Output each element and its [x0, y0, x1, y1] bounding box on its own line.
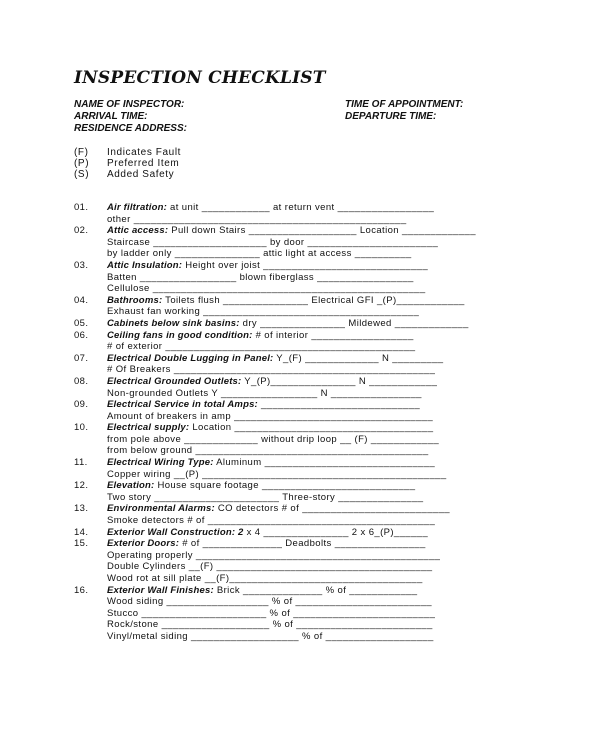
arrival-time-label: ARRIVAL TIME:	[74, 111, 148, 122]
legend-row	[74, 147, 181, 159]
item-line	[107, 596, 574, 608]
item-text: by ladder only _______________ attic light at access __________	[107, 248, 412, 260]
item-line	[107, 237, 574, 249]
item-label: Bathrooms:	[107, 294, 163, 306]
item-lines	[107, 503, 574, 526]
item-text: Brick ______________ % of ____________	[213, 584, 418, 596]
item-line	[107, 550, 574, 562]
item-line	[107, 248, 574, 260]
item-label: Exterior Wall Finishes:	[107, 584, 214, 596]
item-text: Toilets flush _______________ Electrical GFI _(P)____________	[162, 294, 465, 306]
item-label: Electrical Grounded Outlets:	[107, 375, 242, 387]
item-line	[107, 515, 574, 527]
item-lines	[107, 225, 574, 260]
item-lines	[107, 480, 574, 503]
legend-code: (P)	[74, 158, 90, 169]
item-text: Amount of breakers in amp ___________________________________	[107, 410, 434, 422]
item-text: from pole above _____________ without drip loop __ (F) ____________	[107, 433, 440, 445]
item-text: Smoke detectors # of ________________________________________	[107, 515, 436, 527]
item-text: other ________________________________________________	[107, 213, 407, 225]
item-lines	[107, 585, 574, 643]
item-text: Non-grounded Outlets Y _________________ N ________________	[107, 387, 422, 399]
legend-row	[74, 158, 179, 170]
item-label: Electrical supply:	[107, 422, 190, 434]
item-text: Cellulose ________________________________________________	[107, 283, 426, 295]
item-lines	[107, 527, 574, 539]
legend-text: Added Safety	[107, 169, 175, 180]
item-text: Wood rot at sill plate __(F)__________________________________	[107, 573, 423, 584]
item-line	[107, 469, 574, 481]
item-line	[107, 295, 574, 307]
item-line	[107, 202, 574, 214]
item-number: 09.	[74, 399, 89, 411]
item-number: 14.	[74, 526, 89, 538]
item-number: 01.	[74, 202, 89, 213]
item-lines	[107, 538, 574, 584]
residence-address-label: RESIDENCE ADDRESS:	[74, 123, 187, 134]
item-number: 07.	[74, 352, 89, 364]
checklist-item	[74, 399, 574, 422]
item-line	[107, 573, 574, 585]
item-line	[107, 631, 574, 643]
item-lines	[107, 422, 574, 457]
item-text: Vinyl/metal siding ___________________ % of ___________________	[107, 630, 434, 642]
item-text: Y_(F) _____________ N _________	[273, 352, 444, 364]
item-line	[107, 480, 574, 492]
item-text: dry _______________ Mildewed _____________	[239, 317, 469, 329]
item-text: from below ground _________________________________________	[107, 445, 429, 457]
item-text: Height over joist _____________________________	[182, 259, 429, 271]
page-title: INSPECTION CHECKLIST	[74, 68, 326, 88]
item-number: 05.	[74, 317, 89, 329]
item-label: Environmental Alarms:	[107, 503, 215, 515]
item-line	[107, 306, 574, 318]
item-lines	[107, 457, 574, 480]
item-number: 15.	[74, 538, 89, 550]
legend-text: Preferred Item	[107, 158, 180, 169]
item-label: Exterior Wall Construction: 2	[107, 526, 244, 538]
item-text: CO detectors # of __________________________	[214, 503, 450, 515]
item-line	[107, 272, 574, 284]
item-line	[107, 608, 574, 620]
item-text: Copper wiring __(P) ___________________________________________	[107, 468, 447, 480]
item-label: Ceiling fans in good condition:	[107, 329, 253, 341]
checklist-item	[74, 503, 574, 526]
item-line	[107, 445, 574, 457]
item-text: Wood siding __________________ % of ________________________	[107, 596, 432, 608]
legend-code: (S)	[74, 169, 90, 180]
item-text: Aluminum ______________________________	[213, 457, 436, 469]
item-text: ____________________________	[257, 399, 421, 411]
checklist-item	[74, 295, 574, 318]
item-line	[107, 318, 574, 330]
item-text: Double Cylinders __(F) ______________________________________	[107, 561, 433, 573]
item-number: 06.	[74, 329, 89, 341]
checklist-item	[74, 260, 574, 295]
checklist-item	[74, 538, 574, 584]
item-line	[107, 260, 574, 272]
checklist-item	[74, 422, 574, 457]
item-label: Elevation:	[107, 480, 155, 492]
item-lines	[107, 353, 574, 376]
item-lines	[107, 295, 574, 318]
legend-row	[74, 169, 174, 181]
item-number: 08.	[74, 375, 89, 387]
item-label: Attic access:	[107, 225, 169, 237]
item-text: Exhaust fan working ______________________________________	[107, 306, 420, 318]
item-lines	[107, 260, 574, 295]
item-lines	[107, 399, 574, 422]
legend-text: Indicates Fault	[107, 147, 182, 158]
item-line	[107, 364, 574, 376]
departure-time-label: DEPARTURE TIME:	[345, 111, 437, 122]
item-text: Pull down Stairs ___________________ Location _____________	[168, 225, 476, 237]
item-text: Stucco ______________________ % of _________________________	[107, 607, 436, 619]
checklist-item	[74, 457, 574, 480]
item-text: Y_(P)_______________ N ____________	[241, 375, 438, 387]
checklist-item	[74, 480, 574, 503]
checklist-item	[74, 585, 574, 643]
item-text: at unit ____________ at return vent _________________	[167, 202, 435, 213]
item-number: 04.	[74, 294, 89, 306]
item-line	[107, 283, 574, 295]
item-label: Electrical Double Lugging in Panel:	[107, 352, 274, 364]
item-line	[107, 434, 574, 446]
item-line	[107, 422, 574, 434]
item-text: Rock/stone ___________________ % of ________________________	[107, 619, 433, 631]
checklist-items	[74, 202, 574, 643]
item-line	[107, 503, 574, 515]
checklist-item	[74, 202, 574, 225]
checklist-item	[74, 225, 574, 260]
item-text: Batten _________________ blown fiberglass _________________	[107, 271, 414, 283]
item-text: Two story ______________________ Three-story _______________	[107, 491, 424, 503]
item-line	[107, 214, 574, 226]
item-lines	[107, 318, 574, 330]
item-line	[107, 225, 574, 237]
item-label: Attic Insulation:	[107, 259, 183, 271]
item-text: Operating properly ___________________________________________	[107, 549, 441, 561]
checklist-item	[74, 376, 574, 399]
checklist-item	[74, 318, 574, 330]
item-text: x 4 _______________ 2 x 6_(P)______	[243, 526, 429, 538]
item-line	[107, 376, 574, 388]
item-line	[107, 411, 574, 423]
item-label: Electrical Wiring Type:	[107, 457, 214, 469]
item-line	[107, 561, 574, 573]
legend-code: (F)	[74, 147, 89, 158]
checklist-item	[74, 527, 574, 539]
item-text: Staircase ____________________ by door _______________________	[107, 236, 439, 248]
item-line	[107, 527, 574, 539]
item-number: 02.	[74, 225, 89, 237]
item-line	[107, 619, 574, 631]
item-label: Electrical Service in total Amps:	[107, 399, 258, 411]
item-lines	[107, 376, 574, 399]
item-line	[107, 538, 574, 550]
item-line	[107, 341, 574, 353]
item-text: # of ______________ Deadbolts ________________	[179, 538, 426, 550]
item-number: 13.	[74, 503, 89, 515]
name-of-inspector-label: NAME OF INSPECTOR:	[74, 99, 185, 110]
time-of-appointment-label: TIME OF APPOINTMENT:	[345, 99, 464, 110]
item-line	[107, 399, 574, 411]
item-text: # of exterior ____________________________________________	[107, 341, 416, 353]
item-line	[107, 388, 574, 400]
checklist-item	[74, 330, 574, 353]
item-number: 10.	[74, 422, 89, 434]
item-line	[107, 353, 574, 365]
item-number: 16.	[74, 584, 89, 596]
item-text: House square footage ___________________________	[154, 480, 416, 492]
item-number: 11.	[74, 457, 88, 469]
item-label: Air filtration:	[107, 202, 167, 213]
item-line	[107, 585, 574, 597]
item-text: # of interior __________________	[252, 329, 414, 341]
item-line	[107, 492, 574, 504]
item-label: Cabinets below sink basins:	[107, 317, 240, 329]
item-lines	[107, 202, 574, 225]
item-text: Location ___________________________________	[189, 422, 434, 434]
item-line	[107, 457, 574, 469]
item-number: 03.	[74, 259, 89, 271]
item-line	[107, 330, 574, 342]
item-label: Exterior Doors:	[107, 538, 180, 550]
checklist-item	[74, 353, 574, 376]
item-text: # Of Breakers ______________________________________________	[107, 364, 436, 376]
item-number: 12.	[74, 480, 89, 492]
item-lines	[107, 330, 574, 353]
